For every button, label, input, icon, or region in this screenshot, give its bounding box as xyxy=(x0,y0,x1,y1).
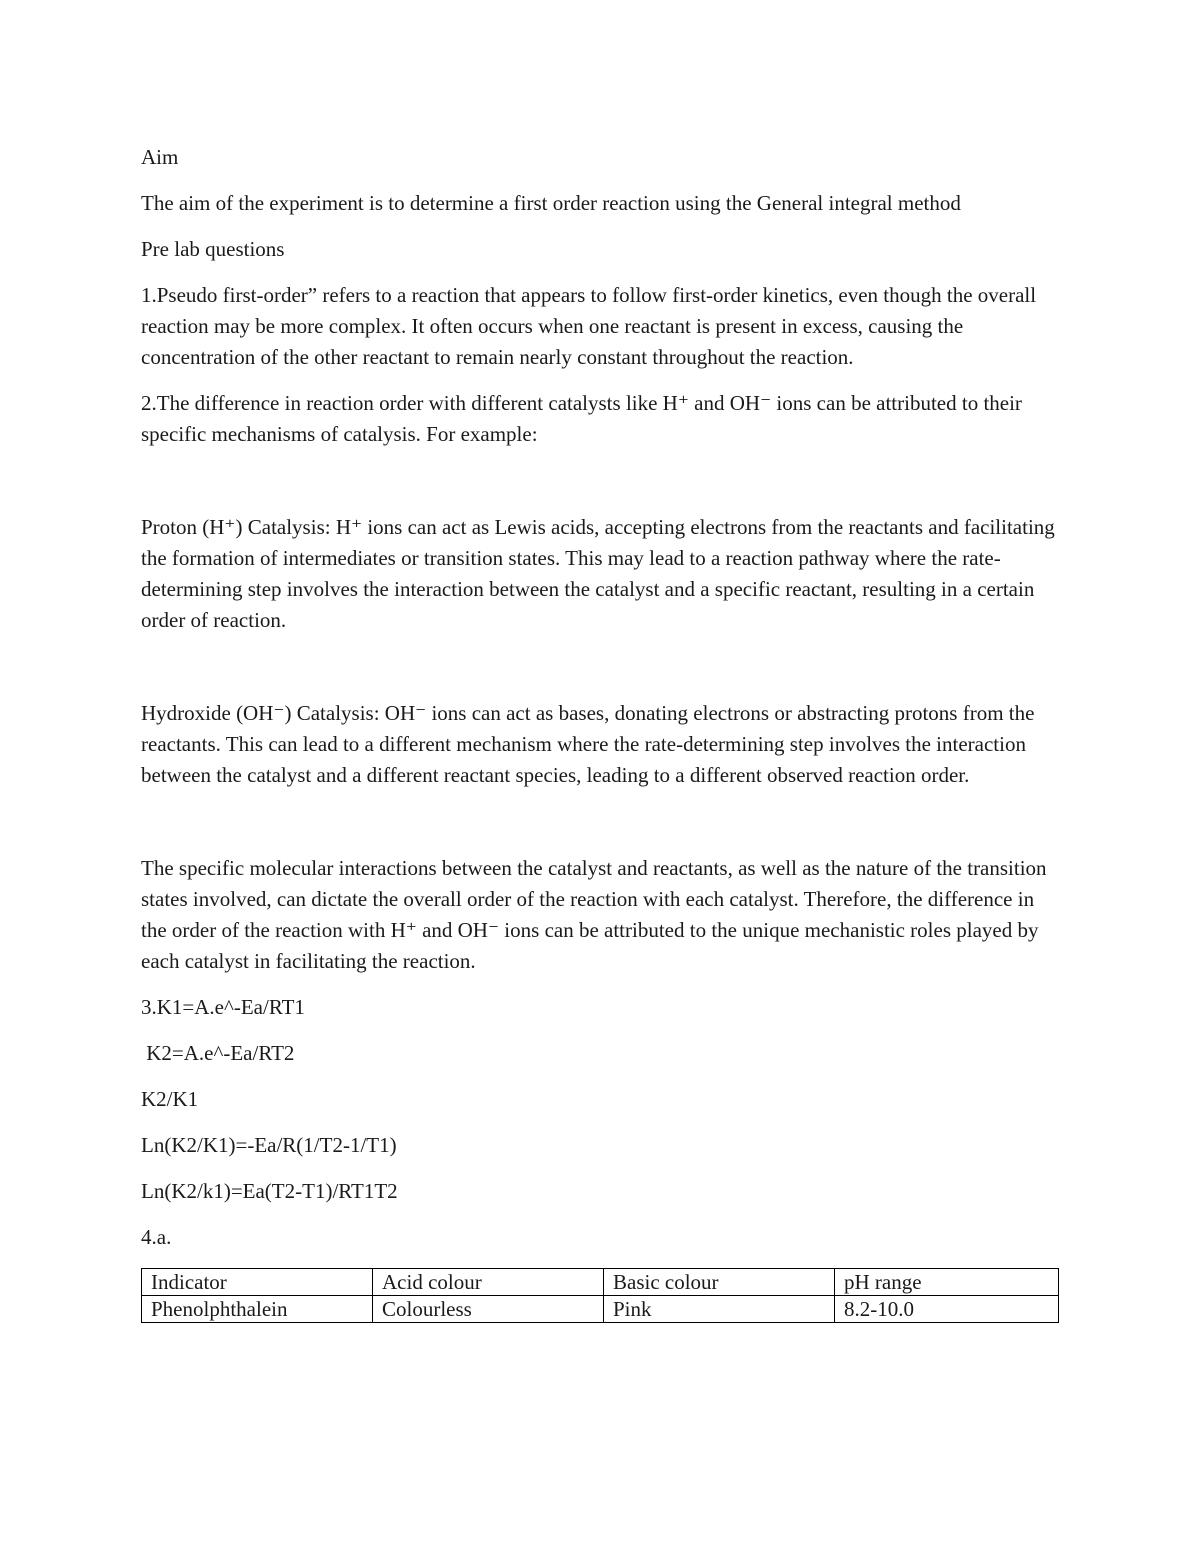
equation-3: K2/K1 xyxy=(141,1087,199,1111)
question-1-answer: 1.Pseudo first-order” refers to a reaction that appears to follow first-order kinetics, even though the overall reaction may be more complex. It often occurs when one reactant is present in excess, causing the concentration of the other reactant to remain nearly constant throughout the reaction. xyxy=(141,283,1037,369)
hydroxide-catalysis-paragraph: Hydroxide (OH⁻) Catalysis: OH⁻ ions can act as bases, donating electrons or abstracting protons from the reactants. This can lead to a different mechanism where the rate-determining step involves the interaction between the catalyst and a different reactant species, leading to a different observed reaction order. xyxy=(141,701,1035,787)
indicator-table xyxy=(141,1268,1059,1323)
equation-1: 3.K1=A.e^-Ea/RT1 xyxy=(141,995,305,1019)
aim-text: The aim of the experiment is to determine a first order reaction using the General integral method xyxy=(141,191,961,215)
document-page xyxy=(141,142,1061,1323)
table-cell: Colourless xyxy=(373,1296,604,1323)
table-cell: Phenolphthalein xyxy=(142,1296,373,1323)
table-header-cell: Acid colour xyxy=(373,1269,604,1296)
prelab-heading: Pre lab questions xyxy=(141,237,285,261)
equation-4: Ln(K2/K1)=-Ea/R(1/T2-1/T1) xyxy=(141,1133,397,1157)
table-header-cell: pH range xyxy=(835,1269,1059,1296)
question-4a-label: 4.a. xyxy=(141,1225,172,1249)
proton-catalysis-paragraph: Proton (H⁺) Catalysis: H⁺ ions can act as Lewis acids, accepting electrons from the reactants and facilitating the formation of intermediates or transition states. This may lead to a reaction pathway where the rate-determining step involves the interaction between the catalyst and a specific reactant, resulting in a certain order of reaction. xyxy=(141,515,1055,632)
table-row xyxy=(142,1296,1059,1323)
summary-paragraph: The specific molecular interactions between the catalyst and reactants, as well as the nature of the transition states involved, can dictate the overall order of the reaction with each catalyst. Therefore, the difference in the order of the reaction with H⁺ and OH⁻ ions can be attributed to the unique mechanistic roles played by each catalyst in facilitating the reaction. xyxy=(141,856,1047,973)
table-cell: 8.2-10.0 xyxy=(835,1296,1059,1323)
aim-heading: Aim xyxy=(141,145,179,169)
table-header-cell: Basic colour xyxy=(604,1269,835,1296)
equation-2: K2=A.e^-Ea/RT2 xyxy=(141,1041,295,1065)
equation-5: Ln(K2/k1)=Ea(T2-T1)/RT1T2 xyxy=(141,1179,398,1203)
question-2-intro: 2.The difference in reaction order with different catalysts like H⁺ and OH⁻ ions can be attributed to their specific mechanisms of catalysis. For example: xyxy=(141,391,1022,446)
table-header-row xyxy=(142,1269,1059,1296)
table-cell: Pink xyxy=(604,1296,835,1323)
table-header-cell: Indicator xyxy=(142,1269,373,1296)
